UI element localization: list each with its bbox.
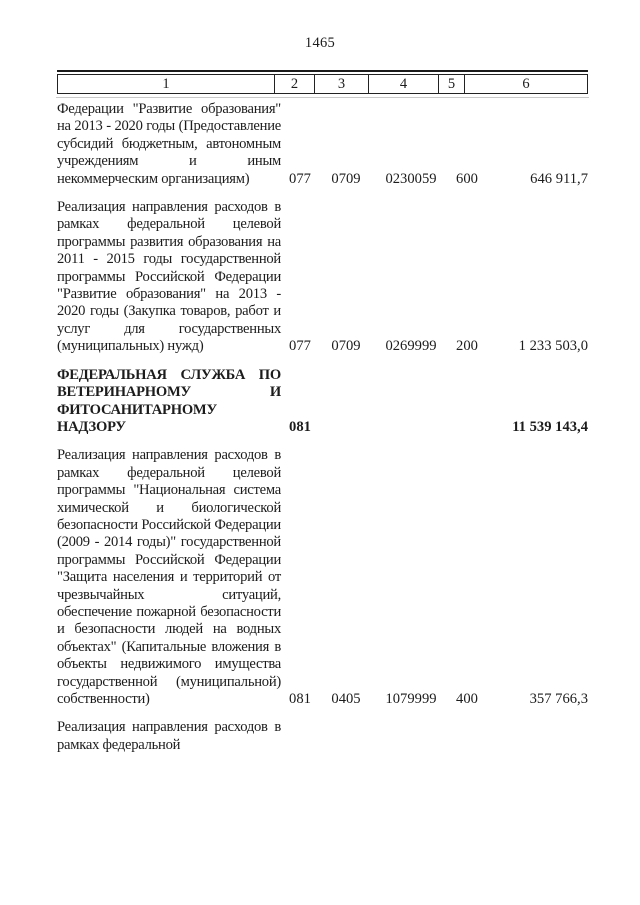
row-code-col2: 077 xyxy=(289,338,311,355)
table-row xyxy=(57,199,588,356)
table-top-rule xyxy=(57,70,588,72)
row-code-col4: 0230059 xyxy=(385,170,437,187)
row-code-col5: 200 xyxy=(456,338,478,355)
row-amount: 357 766,3 xyxy=(529,691,588,707)
agency-name: ФЕДЕРАЛЬНАЯ СЛУЖБА ПО ВЕТЕРИНАРНОМУ И ФИТОСАНИТАРНОМУ НАДЗОРУ xyxy=(57,366,281,435)
table-row xyxy=(57,101,588,188)
column-header-3: 3 xyxy=(314,75,368,93)
row-code-col3: 0405 xyxy=(331,691,361,707)
column-header-4: 4 xyxy=(368,75,438,93)
row-amount: 11 539 143,4 xyxy=(512,418,588,435)
row-code-col2: 077 xyxy=(289,170,311,187)
row-code-col4: 0269999 xyxy=(385,338,437,355)
row-amount: 1 233 503,0 xyxy=(518,338,588,355)
table-row-agency-total xyxy=(57,367,588,437)
column-header-2: 2 xyxy=(274,75,314,93)
row-description-cell xyxy=(57,447,281,708)
row-code-col2: 081 xyxy=(289,691,311,707)
row-description: Реализация направления расходов в рамках федеральной xyxy=(57,719,281,753)
row-amount: 646 911,7 xyxy=(530,170,588,187)
row-description: Реализация направления расходов в рамках федеральной целевой программы развития образования на 2011 - 2015 годы государственной программы Российской Федерации "Развитие образования" на 2013 - 2020 годы (Закупка товаров, работ и услуг для государственных (муниципальных) нужд) xyxy=(57,199,281,355)
row-code-col5: 600 xyxy=(456,170,478,187)
row-description-cell xyxy=(57,719,281,754)
table-row xyxy=(57,447,588,708)
table-body xyxy=(57,101,588,754)
column-header-5: 5 xyxy=(438,75,464,93)
row-code-col5: 400 xyxy=(456,691,478,707)
column-header-1: 1 xyxy=(162,76,170,92)
row-description: Федерации "Развитие образования" на 2013 - 2020 годы (Предоставление субсидий бюджетным, автономным учреждениям и иным некоммерческим организациям) xyxy=(57,101,281,187)
row-code-col4: 1079999 xyxy=(385,691,437,707)
row-description-cell xyxy=(57,199,281,356)
row-code-col3: 0709 xyxy=(331,170,361,187)
row-description-cell xyxy=(57,101,281,188)
table-row-truncated xyxy=(57,719,588,754)
budget-table xyxy=(57,70,588,754)
column-header-6: 6 xyxy=(464,75,587,93)
row-description-cell xyxy=(57,367,281,437)
row-description: Реализация направления расходов в рамках федеральной целевой программы "Национальная система химической и биологической безопасности Российской Федерации (2009 - 2014 годы)" государственной программы Российской Федерации "Защита населения и территорий от чрезвычайных ситуаций, обеспечение пожарной безопасности и безопасности людей на водных объектах" (Капитальные вложения в объекты недвижимого имущества государственной (муниципальной) собственности) xyxy=(57,447,281,707)
row-code-col2: 081 xyxy=(289,418,311,435)
table-header-row xyxy=(57,74,588,94)
page-number: 1465 xyxy=(304,35,336,51)
row-code-col3: 0709 xyxy=(331,338,361,355)
